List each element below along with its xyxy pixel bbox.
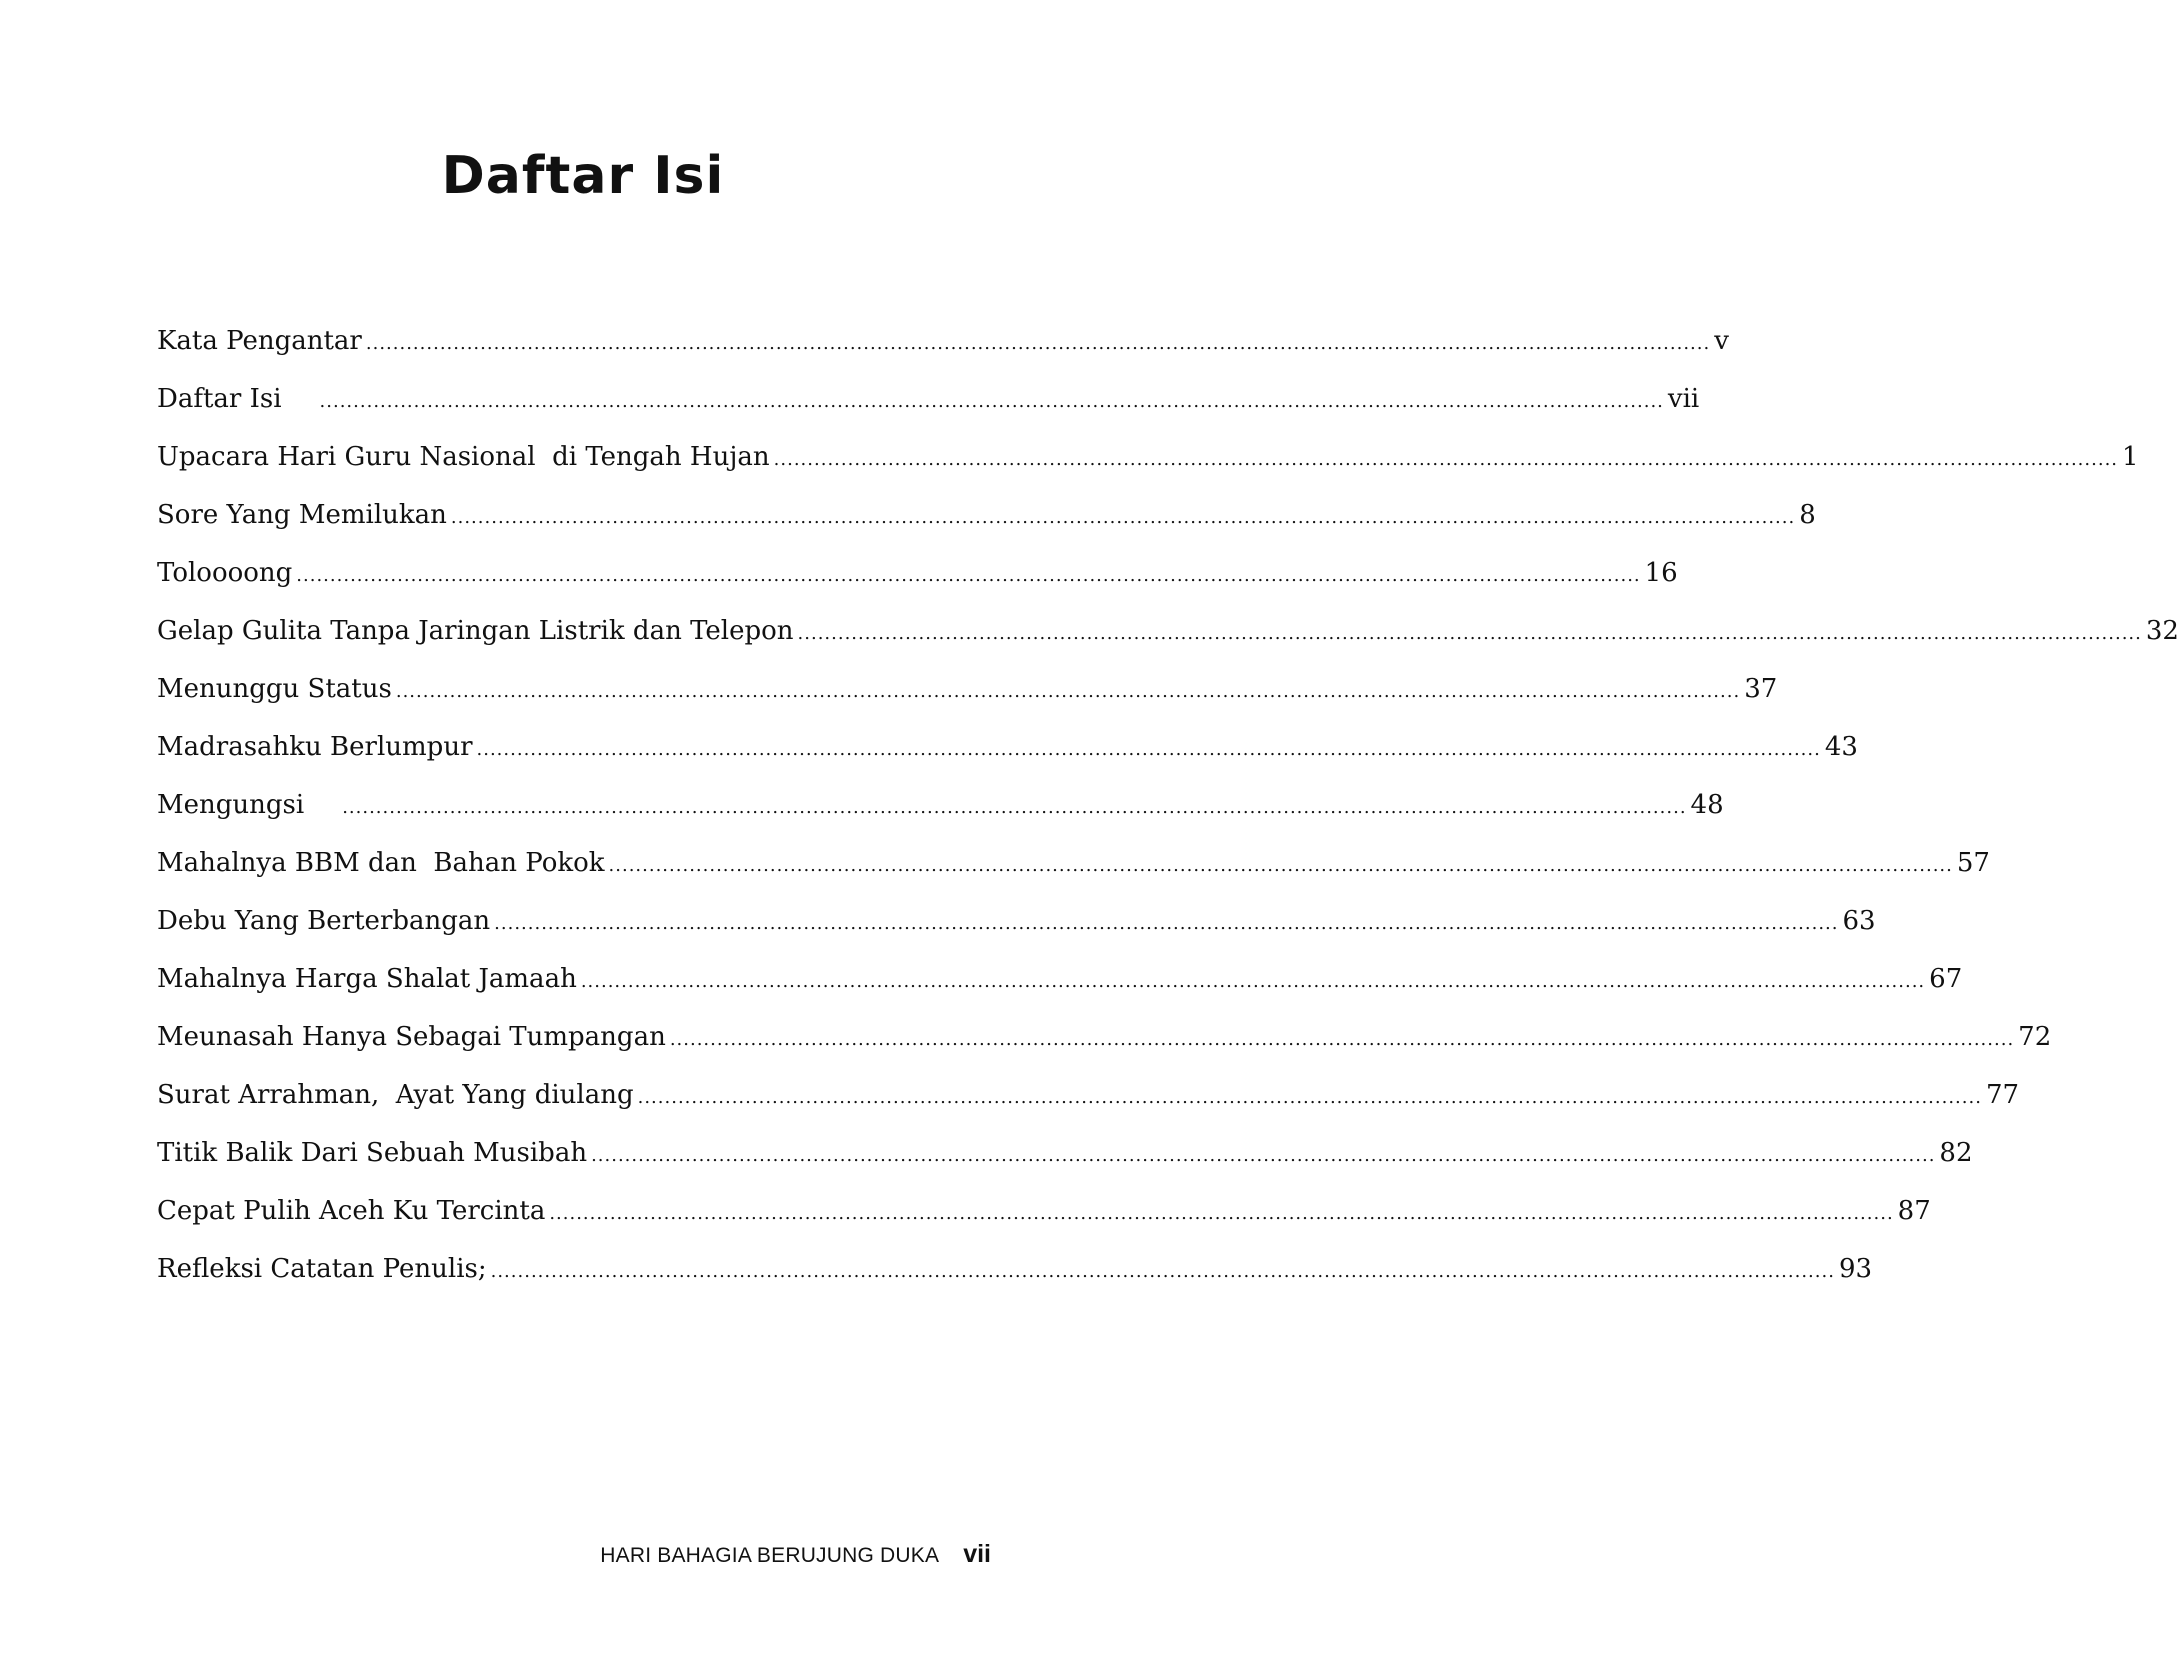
toc-entry-page: 1 <box>2122 442 2139 472</box>
toc-entry-title: Titik Balik Dari Sebuah Musibah <box>157 1138 588 1168</box>
toc-entry-title: Gelap Gulita Tanpa Jaringan Listrik dan Telepon <box>157 616 794 646</box>
toc-leader-dots: ........................................................................................................................................................................................................ <box>450 507 1796 528</box>
toc-entry <box>157 384 1700 444</box>
toc-entry <box>157 1138 1973 1198</box>
toc-entry <box>157 442 2139 502</box>
toc-entry-page: 48 <box>1690 790 1724 820</box>
toc-leader-dots: ........................................................................................................................................................................................................ <box>319 391 1664 412</box>
toc-leader-dots: ........................................................................................................................................................................................................ <box>637 1087 1982 1108</box>
toc-entry-title: Madrasahku Berlumpur <box>157 732 473 762</box>
toc-leader-dots: ........................................................................................................................................................................................................ <box>296 565 1641 586</box>
toc-entry-title: Mahalnya Harga Shalat Jamaah <box>157 964 577 994</box>
toc-entry-page: 8 <box>1799 500 1816 530</box>
toc-entry <box>157 674 1778 734</box>
toc-entry-title: Upacara Hari Guru Nasional di Tengah Hujan <box>157 442 770 472</box>
toc-entry-page: 82 <box>1939 1138 1973 1168</box>
toc-entry-title: Mengungsi <box>157 790 305 820</box>
toc-entry-title: Toloooong <box>157 558 293 588</box>
page-number: vii <box>963 1540 991 1568</box>
toc-entry-page: 32 <box>2145 616 2179 646</box>
toc-entry <box>157 848 1990 908</box>
toc-entry <box>157 558 1678 618</box>
running-head: HARI BAHAGIA BERUJUNG DUKA <box>600 1544 940 1567</box>
toc-entry-page: 57 <box>1956 848 1990 878</box>
toc-entry <box>157 326 1729 386</box>
toc-entry <box>157 964 1963 1024</box>
toc-entry-page: 63 <box>1842 906 1876 936</box>
toc-entry <box>157 906 1876 966</box>
toc-entry-page: 93 <box>1838 1254 1873 1284</box>
toc-entry-title: Daftar Isi <box>157 384 282 414</box>
toc-leader-dots: ........................................................................................................................................................................................................ <box>395 681 1741 702</box>
toc-entry-page: 43 <box>1824 732 1858 762</box>
toc-entry-page: 77 <box>1985 1080 2020 1110</box>
toc-entry-title: Debu Yang Berterbangan <box>157 906 491 936</box>
toc-leader-dots: ........................................................................................................................................................................................................ <box>608 855 1953 876</box>
toc-entry-page: vii <box>1667 384 1700 414</box>
toc-leader-dots: ........................................................................................................................................................................................................ <box>365 333 1711 354</box>
toc-entry <box>157 500 1816 560</box>
toc-entry-title: Kata Pengantar <box>157 326 362 356</box>
toc-entry-page: v <box>1714 326 1729 356</box>
toc-entry-title: Mahalnya BBM dan Bahan Pokok <box>157 848 605 878</box>
toc-leader-dots: ........................................................................................................................................................................................................ <box>342 797 1687 818</box>
toc-entry <box>157 790 1724 850</box>
toc-entry-page: 87 <box>1897 1196 1931 1226</box>
toc-entry <box>157 1196 1931 1256</box>
page-footer <box>600 1540 991 1569</box>
toc-entry-page: 16 <box>1644 558 1678 588</box>
toc-leader-dots: ........................................................................................................................................................................................................ <box>773 449 2119 470</box>
toc-entry <box>157 1022 2052 1082</box>
toc-leader-dots: ........................................................................................................................................................................................................ <box>669 1029 2015 1050</box>
toc-leader-dots: ........................................................................................................................................................................................................ <box>797 623 2142 644</box>
toc-entry-title: Sore Yang Memilukan <box>157 500 447 530</box>
toc-entry <box>157 616 2179 676</box>
toc-leader-dots: ........................................................................................................................................................................................................ <box>476 739 1821 760</box>
toc-entry-title: Menunggu Status <box>157 674 392 704</box>
toc-entry-title: Meunasah Hanya Sebagai Tumpangan <box>157 1022 666 1052</box>
table-of-contents <box>157 326 2179 1314</box>
toc-entry <box>157 732 1858 792</box>
toc-entry-page: 72 <box>2018 1022 2052 1052</box>
toc-leader-dots: ........................................................................................................................................................................................................ <box>549 1203 1894 1224</box>
toc-entry-title: Refleksi Catatan Penulis; <box>157 1254 487 1284</box>
toc-entry-page: 37 <box>1744 674 1778 704</box>
toc-entry-title: Cepat Pulih Aceh Ku Tercinta <box>157 1196 546 1226</box>
toc-leader-dots: ........................................................................................................................................................................................................ <box>494 913 1839 934</box>
toc-leader-dots: ........................................................................................................................................................................................................ <box>580 971 1926 992</box>
toc-entry <box>157 1254 1873 1314</box>
toc-leader-dots: ........................................................................................................................................................................................................ <box>490 1261 1835 1282</box>
toc-leader-dots: ........................................................................................................................................................................................................ <box>591 1145 1936 1166</box>
toc-entry-title: Surat Arrahman, Ayat Yang diulang <box>157 1080 634 1110</box>
toc-entry <box>157 1080 2020 1140</box>
page-title: Daftar Isi <box>441 146 725 206</box>
toc-entry-page: 67 <box>1929 964 1963 994</box>
